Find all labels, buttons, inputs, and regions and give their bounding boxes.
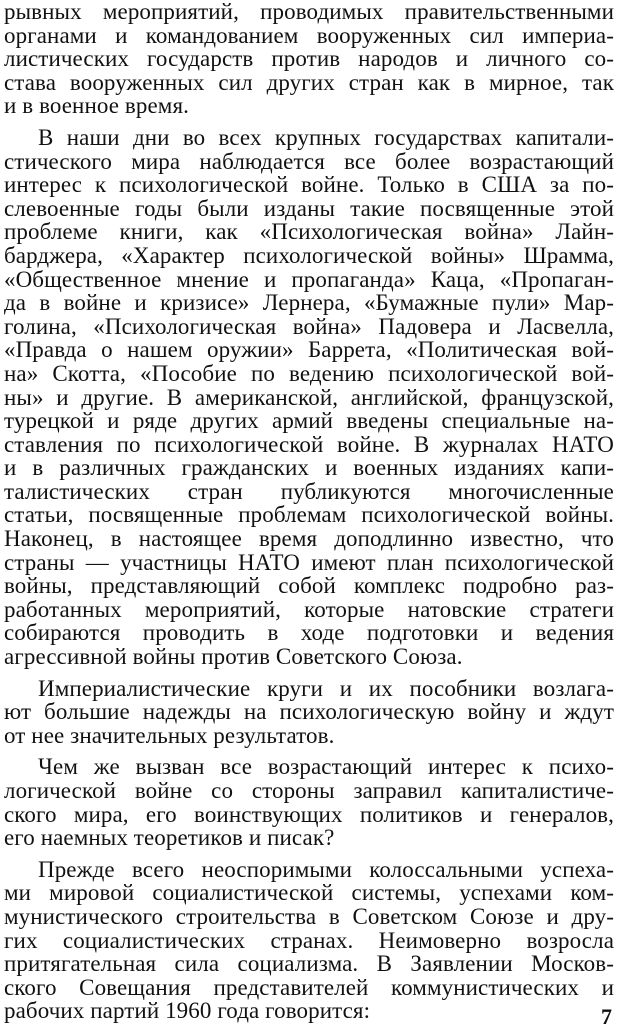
text-line: и в военное время. [4, 93, 189, 119]
text-line: притягательная сила социализма. В Заявлении Москов- [4, 951, 614, 977]
text-line: стического мира наблюдается все более возрастающий [4, 148, 614, 174]
text-line: агрессивной войны против Советского Союза. [4, 644, 463, 670]
text-line: войны, представляющий собой комплекс подробно раз- [4, 573, 614, 599]
text-line: ского Совещания представителей коммунистических и [4, 974, 614, 1000]
text-line: рабочих партий 1960 года говорится: [4, 998, 371, 1024]
paragraph [4, 677, 614, 748]
text-line: мунистического строительства в Советском Союзе и дру- [4, 903, 614, 929]
paragraph [4, 858, 614, 1023]
text-line: турецкой и ряде других армий введены специальные на- [4, 408, 614, 434]
body-text [4, 0, 614, 1023]
text-line: его наемных теоретиков и писак? [4, 825, 335, 851]
text-line: Наконец, в настоящее время доподлинно известно, что [4, 526, 614, 552]
text-line: Империалистические круги и их пособники возлага- [38, 675, 614, 701]
text-line: «Правда о нашем оружии» Баррета, «Политическая вой- [4, 337, 614, 363]
text-line: В наши дни во всех крупных государствах капитали- [38, 124, 614, 150]
text-line: Прежде всего неоспоримыми колоссальными успеха- [38, 856, 614, 882]
text-line: логической войне со стороны заправил капиталистиче- [4, 778, 614, 803]
text-line: става вооруженных сил других стран как в мирное, так [4, 69, 614, 95]
text-line: страны — участницы НАТО имеют план психологической [4, 549, 614, 575]
text-line: работанных мероприятий, которые натовские стратеги [4, 596, 614, 622]
text-line: статьи, посвященные проблемам психологической войны. [4, 502, 614, 528]
text-line: проблеме книги, как «Психологическая война» Лайн- [4, 219, 614, 245]
text-line: барджера, «Характер психологической войны» Шрамма, [4, 242, 614, 268]
page-number: 7 [601, 1004, 612, 1029]
text-line: органами и командованием вооруженных сил империа- [4, 22, 614, 48]
text-line: от нее значительных результатов. [4, 722, 335, 748]
text-line: слевоенные годы были изданы такие посвященные этой [4, 195, 614, 221]
text-line: Чем же вызван все возрастающий интерес к психо- [38, 754, 614, 780]
text-line: гих социалистических странах. Неимоверно возросла [4, 927, 614, 953]
paragraph [4, 126, 614, 669]
text-line: собираются проводить в ходе подготовки и ведения [4, 620, 614, 646]
text-line: листических государств против народов и личного со- [4, 46, 614, 72]
text-line: «Общественное мнение и пропаганда» Каца, «Пропаган- [4, 266, 614, 292]
text-line: голина, «Психологическая война» Падовера и Ласвелла, [4, 313, 614, 339]
text-line: интерес к психологической войне. Только в США за по- [4, 172, 614, 198]
text-line: да в войне и кризисе» Лернера, «Бумажные пули» Мар- [4, 290, 614, 316]
paragraph [4, 755, 614, 849]
text-line: ны» и другие. В американской, английской, французской, [4, 384, 614, 410]
text-line: и в различных гражданских и военных изданиях капи- [4, 455, 614, 481]
text-line: талистических стран публикуются многочисленные [4, 478, 614, 504]
paragraph [4, 0, 614, 118]
text-line: на» Скотта, «Пособие по ведению психологической вой- [4, 360, 614, 386]
text-line: ют большие надежды на психологическую войну и ждут [4, 699, 614, 725]
text-line: ставления по психологической войне. В журналах НАТО [4, 431, 614, 457]
text-line: рывных мероприятий, проводимых правительственными [4, 0, 614, 24]
text-line: ского мира, его воинствующих политиков и генералов, [4, 801, 614, 827]
text-line: ми мировой социалистической системы, успехами ком- [4, 880, 614, 906]
